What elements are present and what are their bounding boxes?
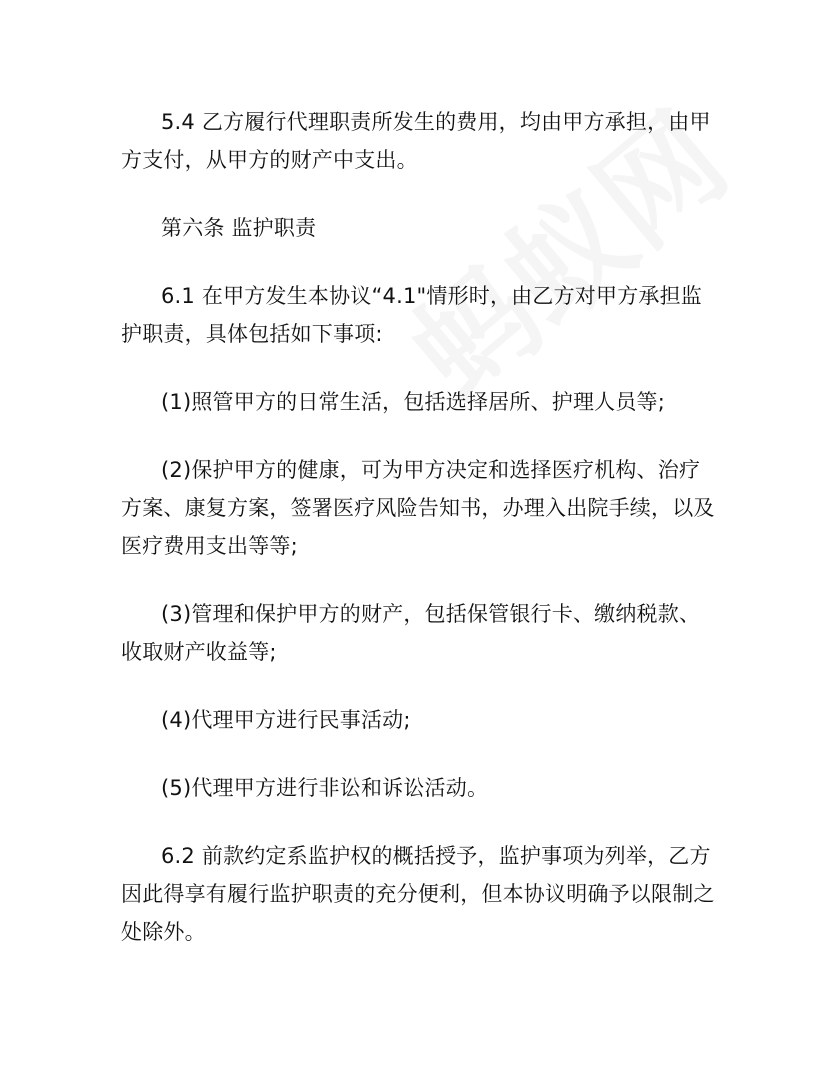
paragraph-6-1: 6.1 在甲方发生本协议“4.1"情形时，由乙方对甲方承担监护职责，具体包括如下事项: [121,284,703,346]
list-item-4: (4)代理甲方进行民事活动; [161,708,411,732]
list-item-3: (3)管理和保护甲方的财产，包括保管银行卡、缴纳税款、收取财产收益等; [121,602,701,664]
section-heading-6: 第六条 监护职责 [161,216,317,240]
list-item-5: (5)代理甲方进行非讼和诉讼活动。 [161,776,489,800]
list-item-2: (2)保护甲方的健康，可为甲方决定和选择医疗机构、治疗方案、康复方案，签署医疗风险告知书，办理入出院手续，以及医疗费用支出等等; [121,458,715,558]
list-item-1: (1)照管甲方的日常生活，包括选择居所、护理人员等; [161,390,666,414]
paragraph-5-4: 5.4 乙方履行代理职责所发生的费用，均由甲方承担，由甲方支付，从甲方的财产中支出。 [121,110,711,172]
paragraph-6-2: 6.2 前款约定系监护权的概括授予，监护事项为列举，乙方因此得享有履行监护职责的充分便利，但本协议明确予以限制之处除外。 [121,844,715,944]
document-body [121,103,721,951]
